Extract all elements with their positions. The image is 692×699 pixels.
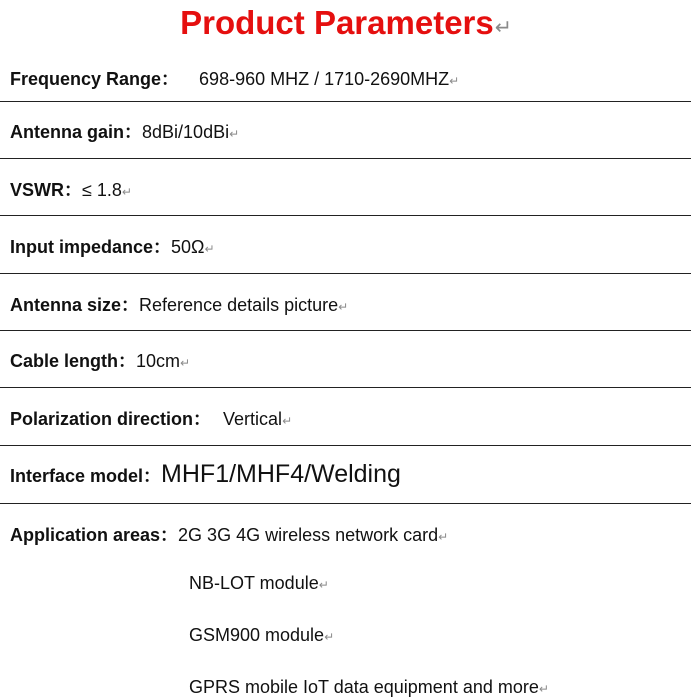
param-label: Polarization direction：: [10, 409, 212, 429]
application-item: 2G 3G 4G wireless network card: [178, 525, 439, 545]
return-mark-icon: ↵: [538, 682, 549, 696]
application-list-item: [189, 677, 549, 698]
param-value: 698-960 MHZ / 1710-2690MHZ: [199, 69, 450, 89]
param-row-antenna-gain: [0, 101, 691, 159]
application-item: NB-LOT module: [189, 573, 319, 593]
return-mark-icon: ↵: [324, 630, 335, 644]
param-line: [10, 405, 292, 431]
param-value: 50Ω: [171, 237, 205, 257]
param-value: Vertical: [223, 409, 283, 429]
return-mark-icon: ↵: [494, 16, 512, 39]
application-item: GSM900 module: [189, 625, 325, 645]
param-row-antenna-size: [0, 273, 691, 331]
return-mark-icon: ↵: [449, 74, 460, 88]
param-line: [10, 65, 459, 91]
param-value: 8dBi/10dBi: [142, 122, 230, 142]
page-title: [0, 2, 692, 49]
param-value: 10cm: [136, 351, 181, 371]
return-mark-icon: ↵: [229, 127, 240, 141]
param-label: Interface model：: [10, 466, 162, 486]
param-row-interface-model: [0, 445, 691, 504]
param-label: Antenna size：: [10, 295, 140, 315]
application-label: Application areas：: [10, 525, 179, 545]
param-row-input-impedance: [0, 215, 691, 274]
title-text: Product Parameters: [180, 4, 494, 41]
return-mark-icon: ↵: [438, 530, 449, 544]
param-row-frequency-range: [0, 46, 691, 102]
return-mark-icon: ↵: [282, 414, 293, 428]
param-label: Cable length：: [10, 351, 137, 371]
param-row-vswr: [0, 158, 691, 216]
param-row-cable-length: [0, 330, 691, 388]
application-list-item: [189, 573, 329, 594]
param-line: [10, 291, 348, 317]
param-label: Antenna gain：: [10, 122, 143, 142]
return-mark-icon: ↵: [204, 242, 215, 256]
param-label: Frequency Range：: [10, 69, 180, 89]
param-line: [10, 460, 401, 489]
application-item: GPRS mobile IoT data equipment and more: [189, 677, 539, 697]
param-line: [10, 118, 239, 144]
param-line: [10, 347, 190, 373]
application-first-line: [10, 521, 448, 547]
application-list-item: [189, 625, 334, 646]
return-mark-icon: ↵: [180, 356, 191, 370]
return-mark-icon: ↵: [318, 578, 329, 592]
param-row-polarization: [0, 387, 691, 446]
return-mark-icon: ↵: [338, 300, 349, 314]
param-line: [10, 176, 132, 202]
param-value: Reference details picture: [139, 295, 339, 315]
param-line: [10, 233, 215, 259]
param-label: VSWR：: [10, 180, 82, 200]
param-value: MHF1/MHF4/Welding: [161, 460, 401, 488]
param-value: ≤ 1.8: [82, 180, 122, 200]
param-label: Input impedance：: [10, 237, 172, 257]
return-mark-icon: ↵: [121, 185, 132, 199]
